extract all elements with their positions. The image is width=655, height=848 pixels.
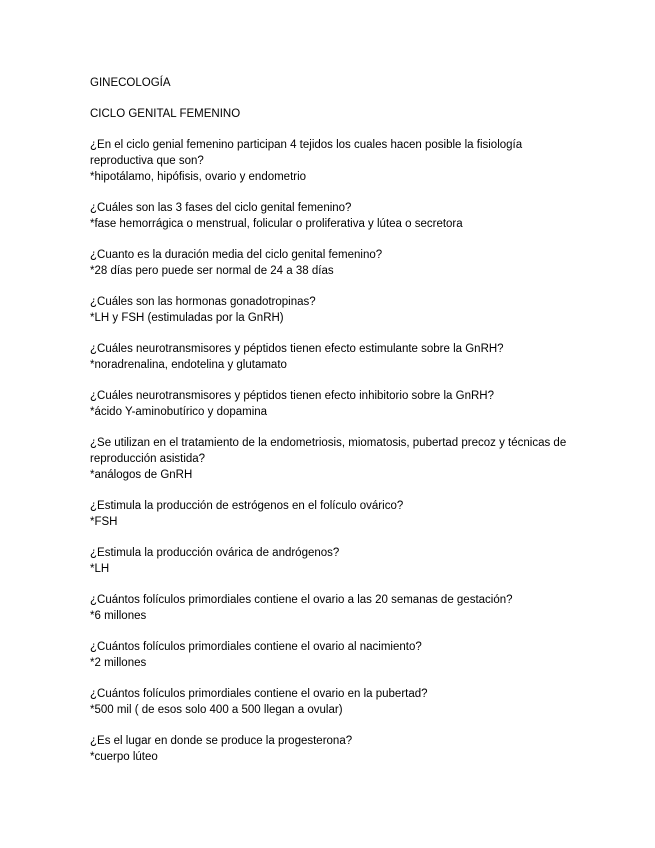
- qa-item: [90, 247, 570, 279]
- qa-item: [90, 498, 570, 530]
- question: ¿Cuántos folículos primordiales contiene el ovario en la pubertad?: [90, 688, 428, 700]
- answer: *2 millones: [90, 657, 147, 669]
- qa-item: [90, 294, 570, 326]
- qa-item: [90, 341, 570, 373]
- answer: *FSH: [90, 516, 118, 528]
- answer: *LH: [90, 563, 110, 575]
- qa-item: [90, 388, 570, 420]
- document-page: [90, 75, 570, 780]
- answer: *hipotálamo, hipófisis, ovario y endometrio: [90, 171, 307, 183]
- question: ¿Estimula la producción de estrógenos en el folículo ovárico?: [90, 500, 404, 512]
- answer: *fase hemorrágica o menstrual, folicular o proliferativa y lútea o secretora: [90, 218, 463, 230]
- qa-item: [90, 686, 570, 718]
- answer: *cuerpo lúteo: [90, 751, 158, 763]
- answer: *LH y FSH (estimuladas por la GnRH): [90, 312, 284, 324]
- answer: *28 días pero puede ser normal de 24 a 38 días: [90, 265, 334, 277]
- document-subtitle: CICLO GENITAL FEMENINO: [90, 108, 241, 120]
- answer: *6 millones: [90, 610, 147, 622]
- question: ¿En el ciclo genial femenino participan 4 tejidos los cuales hacen posible la fisiología reproductiva que son?: [90, 139, 523, 167]
- question: ¿Es el lugar en donde se produce la progesterona?: [90, 735, 353, 747]
- qa-item: [90, 435, 570, 483]
- question: ¿Cuáles son las 3 fases del ciclo genital femenino?: [90, 202, 352, 214]
- question: ¿Cuáles son las hormonas gonadotropinas?: [90, 296, 316, 308]
- qa-item: [90, 137, 570, 185]
- qa-item: [90, 733, 570, 765]
- qa-item: [90, 592, 570, 624]
- qa-item: [90, 639, 570, 671]
- qa-item: [90, 200, 570, 232]
- qa-item: [90, 545, 570, 577]
- question: ¿Estimula la producción ovárica de andrógenos?: [90, 547, 340, 559]
- question: ¿Cuántos folículos primordiales contiene el ovario a las 20 semanas de gestación?: [90, 594, 513, 606]
- answer: *noradrenalina, endotelina y glutamato: [90, 359, 287, 371]
- question: ¿Se utilizan en el tratamiento de la endometriosis, miomatosis, pubertad precoz y técnicas de reproducción asistida?: [90, 437, 567, 465]
- answer: *ácido Y-aminobutírico y dopamina: [90, 406, 268, 418]
- answer: *análogos de GnRH: [90, 469, 193, 481]
- document-title: GINECOLOGÍA: [90, 77, 171, 89]
- answer: *500 mil ( de esos solo 400 a 500 llegan a ovular): [90, 704, 343, 716]
- question: ¿Cuántos folículos primordiales contiene el ovario al nacimiento?: [90, 641, 422, 653]
- question: ¿Cuáles neurotransmisores y péptidos tienen efecto estimulante sobre la GnRH?: [90, 343, 504, 355]
- question: ¿Cuanto es la duración media del ciclo genital femenino?: [90, 249, 383, 261]
- question: ¿Cuáles neurotransmisores y péptidos tienen efecto inhibitorio sobre la GnRH?: [90, 390, 494, 402]
